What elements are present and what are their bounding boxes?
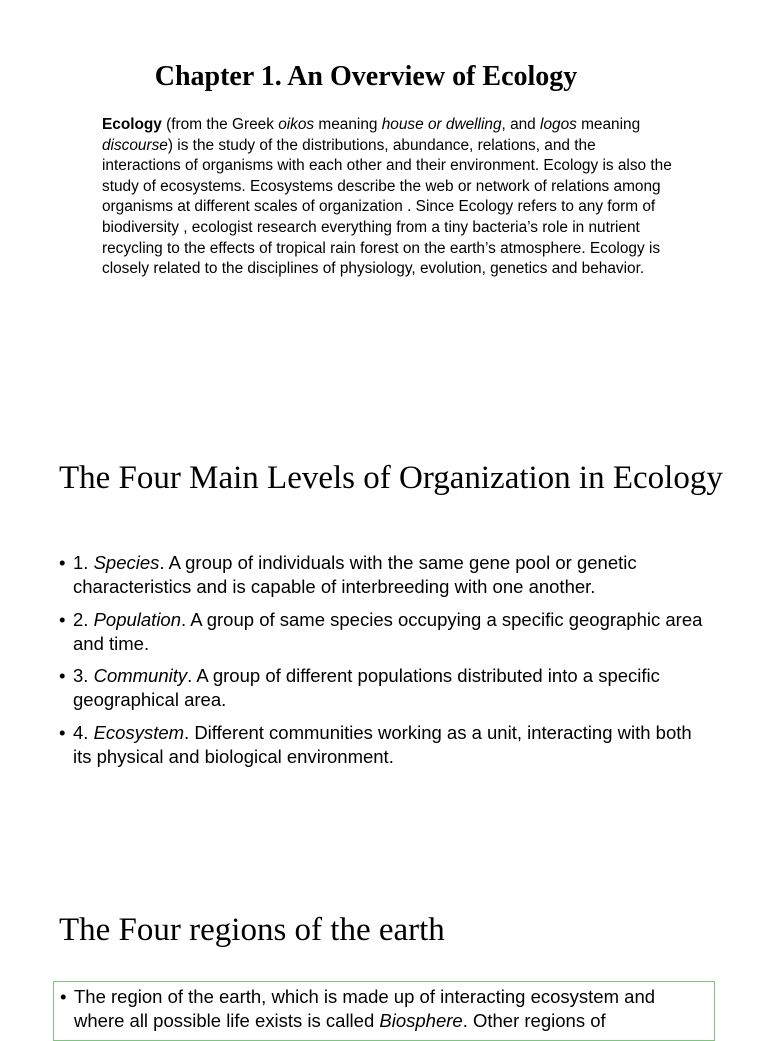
intro-paragraph bbox=[102, 115, 672, 280]
regions-text-box bbox=[53, 981, 715, 1041]
level-number: 4. bbox=[73, 721, 94, 743]
levels-list bbox=[59, 551, 709, 777]
level-number: 1. bbox=[73, 552, 94, 573]
intro-text: (from the Greek bbox=[161, 116, 279, 133]
level-description: . Different communities working as a unit, interacting with both its physical and biological environment. bbox=[73, 721, 692, 767]
bullet-icon: • bbox=[59, 552, 66, 573]
level-description: . A group of same species occupying a specific geographic area and time. bbox=[73, 608, 703, 654]
intro-text: meaning bbox=[314, 116, 382, 133]
intro-text: , and bbox=[501, 116, 541, 133]
level-term: Species bbox=[93, 552, 160, 573]
level-number: 2. bbox=[73, 608, 94, 630]
list-item bbox=[59, 721, 709, 769]
intro-discourse-term: discourse bbox=[102, 136, 168, 154]
level-number: 3. bbox=[73, 665, 94, 686]
intro-text: meaning bbox=[576, 116, 641, 133]
bullet-icon: • bbox=[59, 608, 66, 630]
list-item bbox=[60, 985, 708, 1033]
list-item bbox=[59, 608, 709, 656]
region-text: . Other regions of bbox=[462, 1010, 606, 1031]
intro-ecology-term: Ecology bbox=[102, 116, 162, 133]
chapter-title: Chapter 1. An Overview of Ecology bbox=[154, 61, 578, 92]
levels-heading: The Four Main Levels of Organization in Ecology bbox=[59, 460, 723, 496]
level-description: . A group of individuals with the same gene pool or genetic characteristics and is capable of interbreeding with one another. bbox=[73, 552, 637, 597]
level-term: Population bbox=[93, 608, 182, 630]
bullet-icon: • bbox=[60, 986, 67, 1007]
list-item bbox=[59, 551, 709, 599]
intro-oikos-term: oikos bbox=[278, 116, 315, 133]
level-description: . A group of different populations distributed into a specific geographical area. bbox=[73, 665, 660, 710]
level-term: Ecosystem bbox=[93, 721, 185, 743]
region-text: The region of the earth, which is made up of interacting ecosystem and where all possible life exists is called bbox=[74, 986, 656, 1031]
regions-heading: The Four regions of the earth bbox=[59, 912, 445, 948]
biosphere-term: Biosphere bbox=[379, 1010, 463, 1031]
level-term: Community bbox=[93, 665, 188, 686]
intro-text: ) is the study of the distributions, abundance, relations, and the interactions of organisms with each other and their environment. Ecology is also the study of ecosystems. Ecosystems describe the web or network of relations among organisms at different scales of organization . Since Ecology refers to any form of biodiversity , ecologist research everything from a tiny bacteria’s role in nutrient recycling to the effects of tropical rain forest on the earth’s atmosphere. Ecology is closely related to the disciplines of physiology, evolution, genetics and behavior. bbox=[102, 136, 672, 278]
list-item bbox=[59, 664, 709, 712]
intro-logos-term: logos bbox=[540, 116, 577, 133]
bullet-icon: • bbox=[59, 721, 66, 743]
intro-house-term: house or dwelling bbox=[381, 116, 502, 133]
bullet-icon: • bbox=[59, 665, 66, 686]
